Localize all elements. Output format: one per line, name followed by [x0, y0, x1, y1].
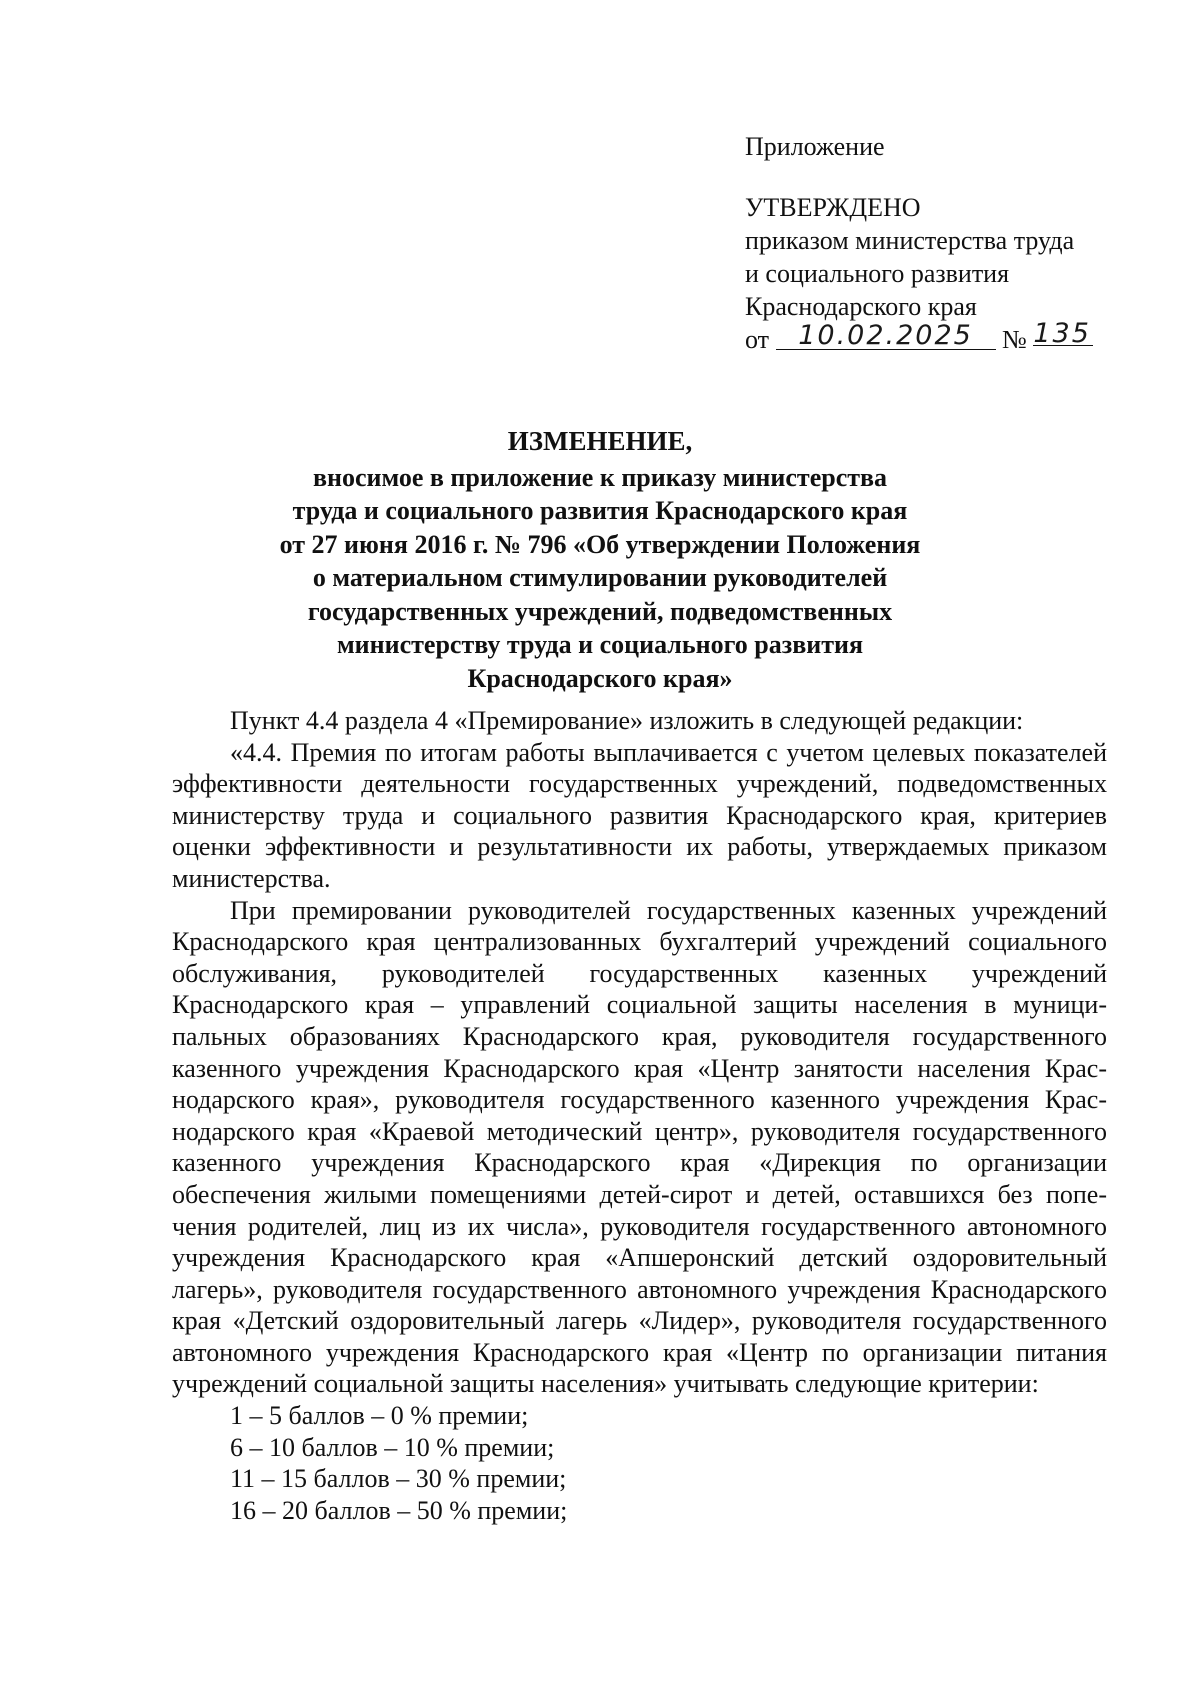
criteria-item: 1 – 5 баллов – 0 % премии; [230, 1401, 529, 1431]
body-paragraph: При премировании руководителей государственных казенных учреждений Краснодарского края централизованных бухгалтерий учреждений социального обслуживания, руководителей государственных казенных учреждений Краснодарского края – управлений социальной защиты населения в муниципальных образованиях Краснодарского края, руководителя государственного казенного учреждения Краснодарского края «Центр занятости населения Краснодарского края», руководителя государственного казенного учреждения Краснодарского края «Краевой методический центр», руководителя государственного казенного учреждения Краснодарского края «Дирекция по организации обеспечения жилыми помещениями детей-сирот и детей, оставшихся без попечения родителей, лиц из их числа», руководителя государственного автономного учреждения Краснодарского края «Апшеронский детский оздоровительный лагерь», руководителя государственного автономного учреждения Краснодарского края «Детский оздоровительный лагерь «Лидер», руководителя государственного автономного учреждения Краснодарского края «Центр по организации питания учреждений социальной защиты населения» учитывать следующие критерии: [172, 895, 1107, 1399]
criteria-item: 6 – 10 баллов – 10 % премии; [230, 1432, 555, 1462]
title-line: о материальном стимулировании руководителей [312, 563, 888, 592]
handwritten-date: 10.02.2025 [776, 319, 996, 352]
title-line: вносимое в приложение к приказу министерства [312, 462, 888, 492]
document-title [120, 425, 1080, 695]
title-line: Краснодарского края» [467, 663, 733, 693]
criteria-item: 16 – 20 баллов – 50 % премии; [230, 1495, 568, 1525]
approval-line: Краснодарского края [745, 292, 977, 321]
intro-paragraph: Пункт 4.4 раздела 4 «Премирование» изложить в следующей редакции: [230, 706, 1024, 735]
title-line: труда и социального развития Краснодарского края [292, 496, 908, 525]
criteria-item: 11 – 15 баллов – 30 % премии; [230, 1464, 567, 1494]
approval-line: приказом министерства труда [745, 226, 1075, 255]
approved-label: УТВЕРЖДЕНО [745, 193, 921, 222]
title-line: государственных учреждений, подведомственных [307, 596, 893, 626]
order-date-number-line [745, 318, 1165, 357]
appendix-label: Приложение [745, 132, 885, 161]
title-line: министерству труда и социального развития [336, 630, 864, 659]
document-body [172, 705, 1107, 1526]
approval-line: и социального развития [745, 259, 1010, 288]
approval-header [745, 130, 1165, 357]
number-prefix: № [1002, 325, 1027, 354]
handwritten-order-number: 135 [1033, 317, 1093, 350]
date-prefix: от [745, 325, 770, 354]
title-line: от 27 июня 2016 г. № 796 «Об утверждении Положения [279, 529, 921, 559]
title-main: ИЗМЕНЕНИЕ, [507, 426, 693, 456]
body-paragraph: «4.4. Премия по итогам работы выплачивается с учетом целевых показателей эффективности деятельности государственных учреждений, подведомственных министерству труда и социального развития Краснодарского края, критериев оценки эффективности и результативности их работы, утверждаемых приказом министерства. [172, 737, 1107, 893]
